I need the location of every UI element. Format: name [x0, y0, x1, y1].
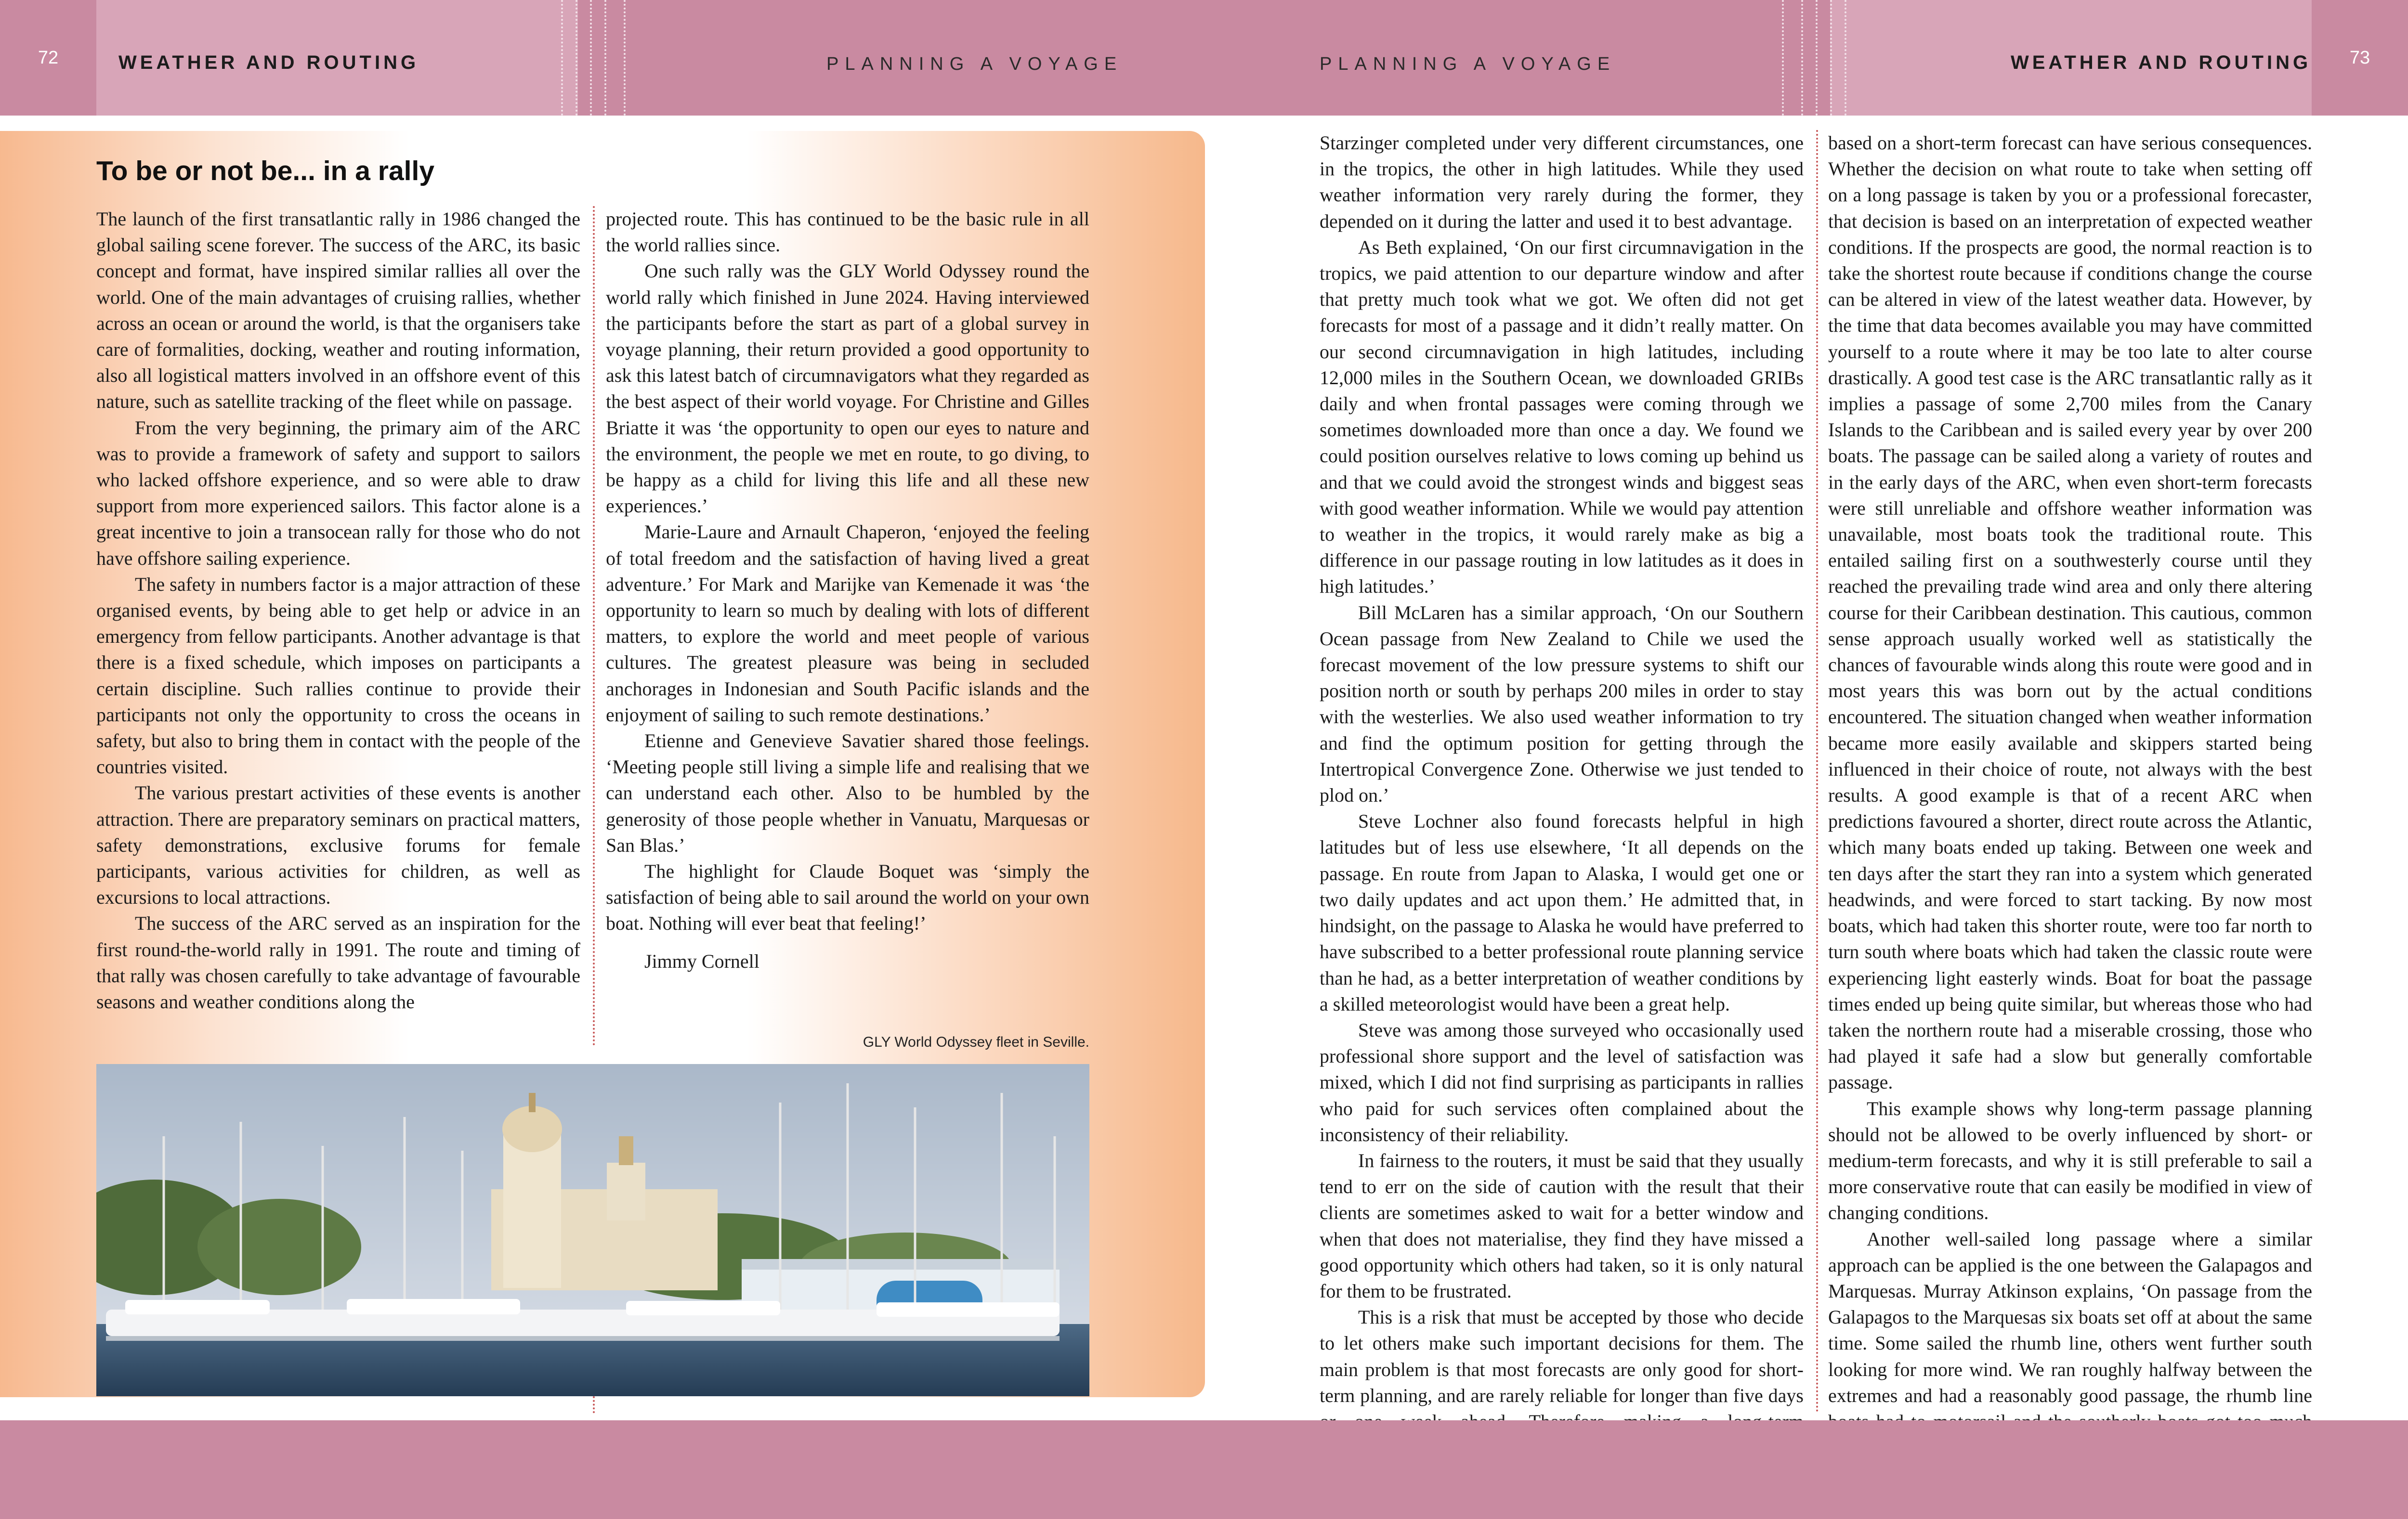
header-dotted-line — [604, 0, 606, 116]
right-column-2 — [1828, 130, 2312, 1461]
sidebar-column-2 — [606, 206, 1089, 974]
header-dotted-line — [1801, 0, 1803, 116]
header-dotted-line — [576, 0, 577, 116]
right-column-divider — [1816, 130, 1818, 1413]
paragraph: This is a risk that must be accepted by those who decide to let others make such important decisions for them. The main problem is that most forecasts are only good for short-term planning, and are rarely reliable for longer than five days — [1320, 1306, 1804, 1406]
paragraph: One such rally was the GLY World Odyssey round the world rally which finished in June 2024. Having interviewed the participants before the start as part of a global survey in voyage planning, their return provided a good opportunity to ask this latest batch of circumnavigators what they regarded as the best aspect of their world voyage. For Christine and Gilles Briatte it was ‘the opportunity to open our eyes to nature and the environment, the people we met en route, to go diving, to be happy as a child for living this life and all these new experiences.’ — [606, 260, 1089, 517]
footer-band — [0, 1420, 2408, 1519]
paragraph: The various prestart activities of these events is another attraction. There are preparatory seminars on practical matters, safety demonstrations, exclusive forums for female participants, various activities for children, as well as excursions to local attractions. — [96, 782, 580, 909]
paragraph: Another well-sailed long passage where a similar approach can be applied is the one between the Galapagos and Marquesas. Murray Atkinson explains, ‘On passage from the Galapagos to the Marquesas six boats set off at about the same time. Some sailed the rhumb line, others went further south looking for more wind. We ran roughly halfway between the extremes and had a reasonably good passage, the rhumb line — [1828, 1228, 2312, 1406]
paragraph: projected route. This has continued to be the basic rule in all the world rallies since. — [606, 208, 1089, 256]
paragraph: Starzinger completed under very different circumstances, one in the tropics, the other in high latitudes. While they used weather information very rarely during the former, they depended on it during the latter and used it to best advantage. — [1320, 132, 1804, 232]
sidebar-column-1 — [96, 206, 580, 1015]
header-dotted-line — [624, 0, 626, 116]
seville-marina-photo — [96, 1064, 1089, 1396]
left-page-number: 72 — [38, 47, 59, 68]
paragraph: based on a short-term forecast can have serious consequences. Whether the decision on what route to take when setting off on a long passage is taken by you or a professional forecaster, that decision is based on an interpretation of expected weather conditions. If the prospects are good, the normal reaction is to take the shortest route because if conditions change the course can be altered in view of the latest weather data. However, by the time that data becomes available you may have committed yourself to a route where it may be too late to alter course drastically. A good test case is the ARC transatlantic rally as it implies a passage of some 2,700 miles from the Canary Islands to the Caribbean and is sailed every year by over 200 boats. The passage can be sailed along a variety of routes and in the early days of the ARC, when even short-term forecasts were still unreliable and offshore weather information was unavailable, most boats took the traditional route. This entailed sailing first on a southwesterly course until they reached the prevailing trade wind area and only there altering course for their Caribbean destination. This cautious, common sense approach usually worked well as statistically the chances of favourable winds along this route were good and in most years this was born out by the actual conditions encountered. The situation changed when weather information became more easily available and skippers started being influenced in their choice of route, not always with the best results. A good example is that of a recent ARC when predictions favoured a shorter, direct route across the Atlantic, which many boats ended up taking. Between one week and ten days after the start they ran into a system which generated headwinds, and were forced to start tacking. By now most boats, which had taken this shorter route, were too far north to turn south where boats which had taken the classic route were experiencing light easterly winds. Boat for boat the passage times ended up being quite similar, but whereas those who had taken the northern route had a miserable crossing, those who had played it safe had a slow but generally comfortable passage. — [1828, 132, 2312, 1093]
paragraph: Etienne and Genevieve Savatier shared those feelings. ‘Meeting people still living a simple life and realising that we can understand each other. Also to be humbled by the generosity of those people whether in Vanuatu, Marquesas or San Blas.’ — [606, 730, 1089, 856]
paragraph: This example shows why long-term passage planning should not be allowed to be overly influenced by short- or medium-term forecasts, and why it is still preferable to sail a more conservative route that can easily be modified in view of changing conditions. — [1828, 1097, 2312, 1224]
paragraph: From the very beginning, the primary aim of the ARC was to provide a framework of safety and support to sailors who lacked offshore experience, and so were able to draw support from more experienced sailors. This factor alone is a great incentive to join a transocean rally for those who do not have offshore sailing experience. — [96, 416, 580, 569]
paragraph: The success of the ARC served as an inspiration for the first round-the-world rally in 1991. The route and timing of that rally was chosen carefully to take advantage of favourable seasons and weather conditions along the — [96, 912, 580, 1013]
sidebar-title: To be or not be... in a rally — [96, 156, 435, 186]
header-middle-band — [578, 0, 1830, 116]
right-column-1 — [1320, 130, 1804, 1461]
sidebar-column-divider — [593, 1396, 595, 1413]
paragraph: As Beth explained, ‘On our first circumnavigation in the tropics, we paid attention to our departure window and after that pretty much took what we got. We often did not get forecasts for most of a passage and it didn’t really matter. On our second circumnavigation in high latitudes, including 12,000 miles in the Southern Ocean, we downloaded GRIBs daily and when frontal passages were coming through we sometimes downloaded more than once a day. We found we could position ourselves relative to lows coming up behind us and that we could avoid the strongest winds and biggest seas with good weather information. While we would pay attention to weather in the tropics, it would rarely make as big a difference in our passage routing in low latitudes as it does in high latitudes.’ — [1320, 236, 1804, 597]
header-dotted-line — [1830, 0, 1832, 116]
paragraph: Steve Lochner also found forecasts helpful in high latitudes but of less use elsewhere, ‘It all depends on the passage. En route from Japan to Alaska, I would get one or two daily updates and act upon them.’ He admitted that, in hindsight, on the passage to Alaska he would have preferred to have subscribed to a better professional route planning service than he had, as a better interpretation of weather conditions by a skilled meteorologist would have been a great help. — [1320, 810, 1804, 1015]
paragraph: Steve was among those surveyed who occasionally used professional shore support and the level of satisfaction was mixed, which I did not find surprising as participants in rallies who paid for such services often complained about the inconsistency of their reliability. — [1320, 1019, 1804, 1145]
right-page-number: 73 — [2349, 47, 2370, 68]
photo-caption: GLY World Odyssey fleet in Seville. — [863, 1034, 1089, 1050]
header-dotted-line — [1816, 0, 1818, 116]
paragraph: In fairness to the routers, it must be said that they usually tend to err on the side of caution with the result that their clients are sometimes asked to wait for a better window and when that does not materialise, they find they have missed a good opportunity which others had taken, so it is only natural for them to be frustrated. — [1320, 1149, 1804, 1302]
paragraph: The safety in numbers factor is a major attraction of these organised events, by being able to get help or advice in an emergency from fellow participants. Another advantage is that there is a fixed schedule, which imposes on participants a certain discipline. Such rallies continue to provide their participants not only the opportunity to cross the oceans in safety, but also to bring them in contact with the people of the countries visited. — [96, 573, 580, 778]
paragraph: Bill McLaren has a similar approach, ‘On our Southern Ocean passage from New Zealand to Chile we used the forecast movement of the low pressure systems to shift our position north or south by perhaps 200 miles in order to stay with the westerlies. We also used weather information to try and find the optimum position for getting through the Intertropical Convergence Zone. Otherwise we just tended to plod on.’ — [1320, 601, 1804, 806]
header-dotted-line — [1845, 0, 1846, 116]
header-dotted-line — [1782, 0, 1784, 116]
sidebar-column-divider — [593, 206, 595, 1046]
header-dotted-line — [590, 0, 592, 116]
signature: Jimmy Cornell — [644, 950, 759, 972]
paragraph: The launch of the first transatlantic rally in 1986 changed the global sailing scene forever. The success of the ARC, its basic concept and format, have inspired similar rallies all over the world. One of the main advantages of cruising rallies, whether across an ocean or around the world, is that the organisers take care of formalities, docking, weather and routing information, also all logistical matters involved in an offshore event of this nature, such as satellite tracking of the fleet while on passage. — [96, 208, 580, 413]
left-running-subtitle: PLANNING A VOYAGE — [826, 54, 1123, 74]
paragraph: The highlight for Claude Boquet was ‘simply the satisfaction of being able to sail around the world on your own boat. Nothing will ever beat that feeling!’ — [606, 860, 1089, 935]
header-dotted-line — [561, 0, 563, 116]
right-running-title: WEATHER AND ROUTING — [2011, 52, 2312, 73]
paragraph: Marie-Laure and Arnault Chaperon, ‘enjoyed the feeling of total freedom and the satisfaction of having lived a great adventure.’ For Mark and Marijke van Kemenade it was ‘the opportunity to learn so much by dealing with lots of different matters, to explore the world and meet people of various cultures. The greatest pleasure was being in secluded anchorages in Indonesian and South Pacific islands and the enjoyment of sailing to such remote destinations.’ — [606, 521, 1089, 726]
left-running-title: WEATHER AND ROUTING — [118, 52, 419, 73]
right-running-subtitle: PLANNING A VOYAGE — [1320, 54, 1616, 74]
